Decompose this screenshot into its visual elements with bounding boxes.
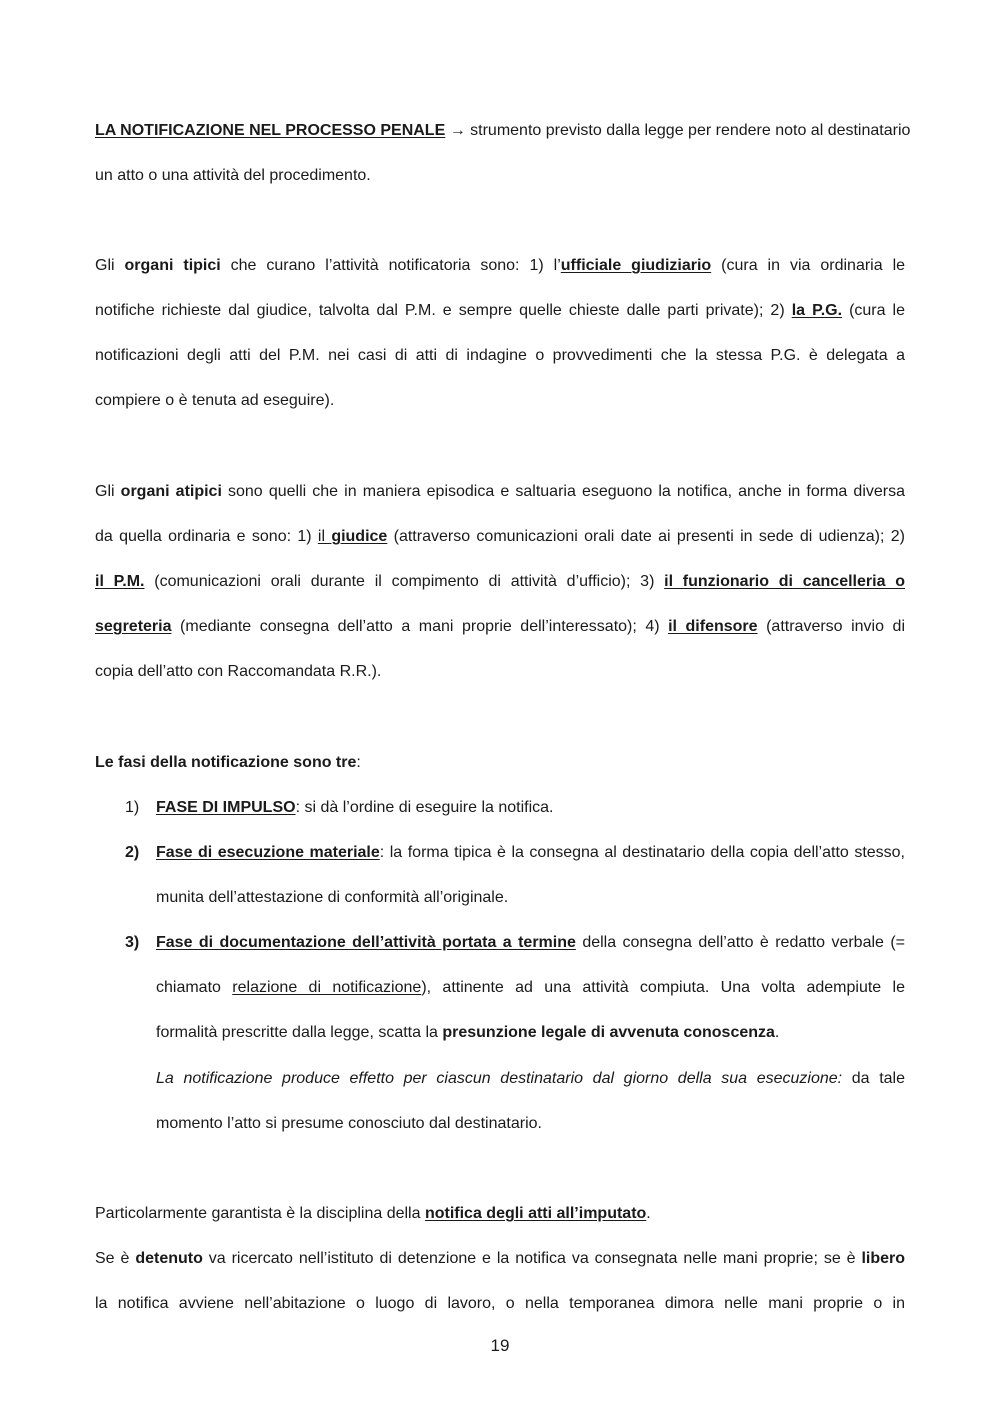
list-number-1: 1) [125,799,140,816]
p3-line5: copia dell’atto con Raccomandata R.R.). [95,663,382,680]
p3-line1: Gli organi atipici sono quelli che in maniera episodica e saltuaria eseguono la notifica, anche in forma diversa [95,483,906,500]
list-heading: Le fasi della notificazione sono tre: [95,754,361,771]
page-number: 19 [490,1336,510,1355]
list-item-3: Fase di documentazione dell’attività portata a termine della consegna dell’atto è redatto verbale (= [156,934,905,951]
p2-line2: notifiche richieste dal giudice, talvolta dal P.M. e sempre quelle chieste dalle parti private); 2) la P.G. (cura le [95,302,906,319]
p3-line2: da quella ordinaria e sono: 1) il giudice (attraverso comunicazioni orali date ai presenti in sede di udienza); 2) [95,528,905,545]
p3-line4: segreteria (mediante consegna dell’atto a mani proprie dell’interessato); 4) il difensore (attraverso invio di [95,618,905,635]
list-item-3-line4: La notificazione produce effetto per ciascun destinatario dal giorno della sua esecuzione: da tale [156,1070,906,1087]
list-item-3-line2: chiamato relazione di notificazione), attinente ad una attività compiuta. Una volta adempiute le [156,979,906,996]
p2-line4: compiere o è tenuta ad eseguire). [95,392,335,409]
list-item-1: FASE DI IMPULSO: si dà l’ordine di eseguire la notifica. [156,799,554,816]
p5-line2: Se è detenuto va ricercato nell’istituto di detenzione e la notifica va consegnata nelle mani proprie; se è libero [95,1250,906,1267]
p2-line3: notificazioni degli atti del P.M. nei casi di atti di indagine o provvedimenti che la stessa P.G. è delegata a [95,347,905,364]
arrow: → [445,122,471,139]
p3-line3: il P.M. (comunicazioni orali durante il compimento di attività d’ufficio); 3) il funzionario di cancelleria o [95,573,905,590]
p2-line1: Gli organi tipici che curano l’attività notificatoria sono: 1) l’ufficiale giudiziario (cura in via ordinaria le [95,257,906,274]
list-number-3: 3) [125,934,140,951]
p5-line1: Particolarmente garantista è la disciplina della notifica degli atti all’imputato. [95,1205,651,1222]
list-item-3-line3: formalità prescritte dalla legge, scatta la presunzione legale di avvenuta conoscenza. [156,1024,780,1041]
list-number-2: 2) [125,844,140,861]
p1-line1: LA NOTIFICAZIONE NEL PROCESSO PENALE → strumento previsto dalla legge per rendere noto al destinatario [95,122,911,139]
section-title: LA NOTIFICAZIONE NEL PROCESSO PENALE [95,122,446,139]
list-item-3-line5: momento l’atto si presume conosciuto dal destinatario. [156,1115,542,1132]
list-item-2-line2: munita dell’attestazione di conformità all’originale. [156,889,509,906]
p1-line2: un atto o una attività del procedimento. [95,167,371,184]
list-item-2: Fase di esecuzione materiale: la forma tipica è la consegna al destinatario della copia dell’atto stesso, [156,844,906,861]
p5-line3: la notifica avviene nell’abitazione o luogo di lavoro, o nella temporanea dimora nelle mani proprie o in [95,1295,905,1312]
